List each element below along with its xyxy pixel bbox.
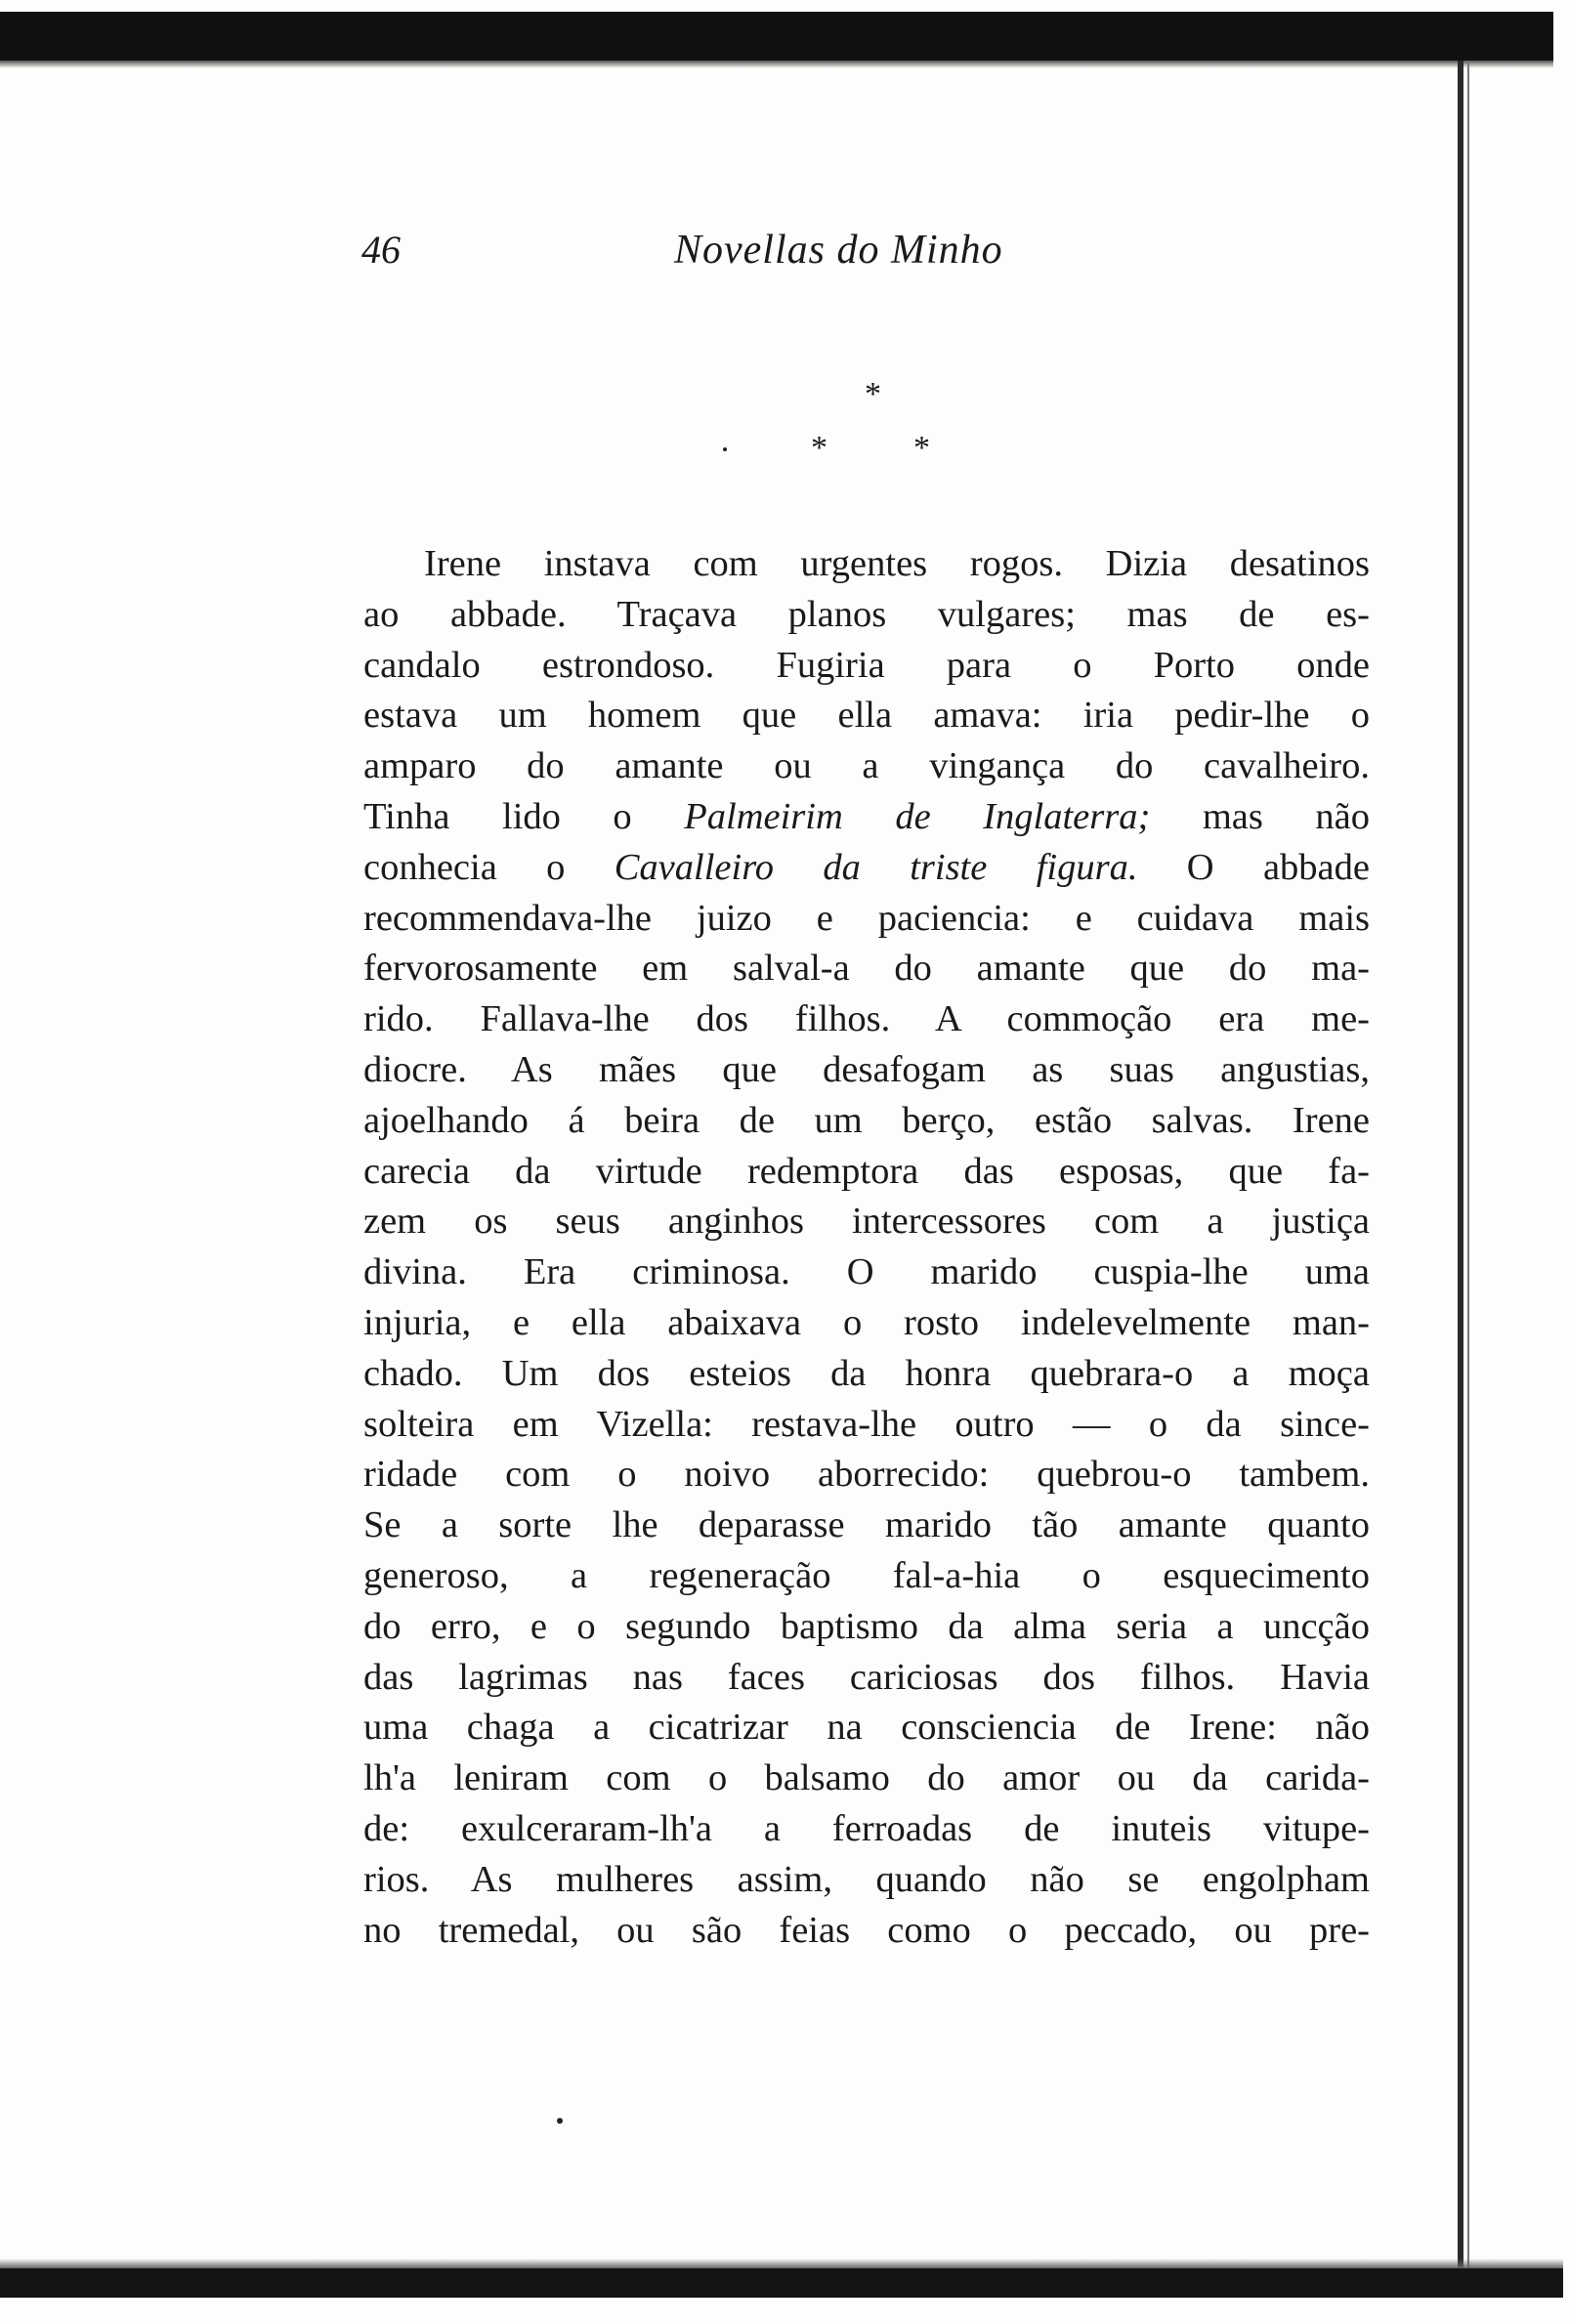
text-line: rido. Fallava-lhe dos filhos. A commoção era me- (363, 998, 1370, 1040)
text-line: uma chaga a cicatrizar na consciencia de Irene: não (363, 1707, 1370, 1749)
text-line: chado. Um dos esteios da honra quebrara-o a moça (363, 1352, 1370, 1394)
text-line: ridade com o noivo aborrecido: quebrou-o tambem. (363, 1454, 1370, 1496)
text-line: de: exulceraram-lh'a a ferroadas de inuteis vitupe- (363, 1807, 1370, 1849)
asterisk-top: * (865, 376, 881, 412)
text-line: ajoelhando á beira de um berço, estão salvas. Irene (363, 1099, 1370, 1141)
scan-edge-right (1458, 61, 1463, 2268)
book-title-palmeirim: Palmeirim de Inglaterra; (684, 795, 1151, 837)
text-segment: conhecia o (363, 846, 615, 888)
text-line: do erro, e o segundo baptismo da alma seria a uncção (363, 1605, 1370, 1647)
text-line (363, 792, 1370, 843)
text-segment: O abbade (1137, 846, 1370, 888)
scan-edge-bottom-shadow (0, 2259, 1563, 2268)
scan-edge-top-shadow (0, 61, 1553, 68)
section-separator (791, 376, 948, 474)
text-line: estava um homem que ella amava: iria pedir-lhe o (363, 695, 1370, 737)
text-line: diocre. As mães que desafogam as suas angustias, (363, 1048, 1370, 1090)
text-line: divina. Era criminosa. O marido cuspia-lhe uma (363, 1251, 1370, 1293)
text-line (363, 843, 1370, 894)
scan-edge-bottom (0, 2268, 1563, 2298)
body-paragraph (363, 539, 1370, 1956)
text-line: injuria, e ella abaixava o rosto indelevelmente man- (363, 1301, 1370, 1343)
text-line: solteira em Vizella: restava-lhe outro — o da since- (363, 1403, 1370, 1445)
book-title-cavalleiro: Cavalleiro da triste figura. (614, 846, 1138, 888)
text-line: no tremedal, ou são feias como o peccado, ou pre- (363, 1909, 1370, 1951)
page-number: 46 (361, 228, 401, 272)
text-line: amparo do amante ou a vingança do cavalheiro. (363, 745, 1370, 787)
text-line: das lagrimas nas faces cariciosas dos filhos. Havia (363, 1656, 1370, 1698)
text-line: ao abbade. Traçava planos vulgares; mas de es- (363, 593, 1370, 635)
scan-speck (557, 2118, 563, 2124)
scan-speck (723, 447, 727, 451)
text-segment: Tinha lido o (363, 795, 685, 837)
text-line: recommendava-lhe juizo e paciencia: e cuidava mais (363, 897, 1370, 939)
text-segment: mas não (1150, 795, 1370, 837)
text-line: candalo estrondoso. Fugiria para o Porto onde (363, 644, 1370, 686)
asterisk-right: * (913, 430, 930, 466)
scan-edge-top (0, 12, 1553, 61)
text-line: generoso, a regeneração fal-a-hia o esquecimento (363, 1554, 1370, 1596)
text-line: fervorosamente em salval-a do amante que do ma- (363, 948, 1370, 990)
scan-edge-right-shadow (1467, 61, 1469, 2268)
text-line: rios. As mulheres assim, quando não se engolpham (363, 1858, 1370, 1900)
text-line: Irene instava com urgentes rogos. Dizia desatinos (424, 543, 1370, 584)
running-header (361, 227, 1378, 285)
text-line: carecia da virtude redemptora das esposas, que fa- (363, 1150, 1370, 1192)
running-title: Novellas do Minho (674, 228, 1003, 273)
asterisk-left: * (811, 430, 827, 466)
text-line: zem os seus anginhos intercessores com a justiça (363, 1201, 1370, 1243)
text-line: lh'a leniram com o balsamo do amor ou da carida- (363, 1757, 1370, 1799)
text-line: Se a sorte lhe deparasse marido tão amante quanto (363, 1504, 1370, 1546)
